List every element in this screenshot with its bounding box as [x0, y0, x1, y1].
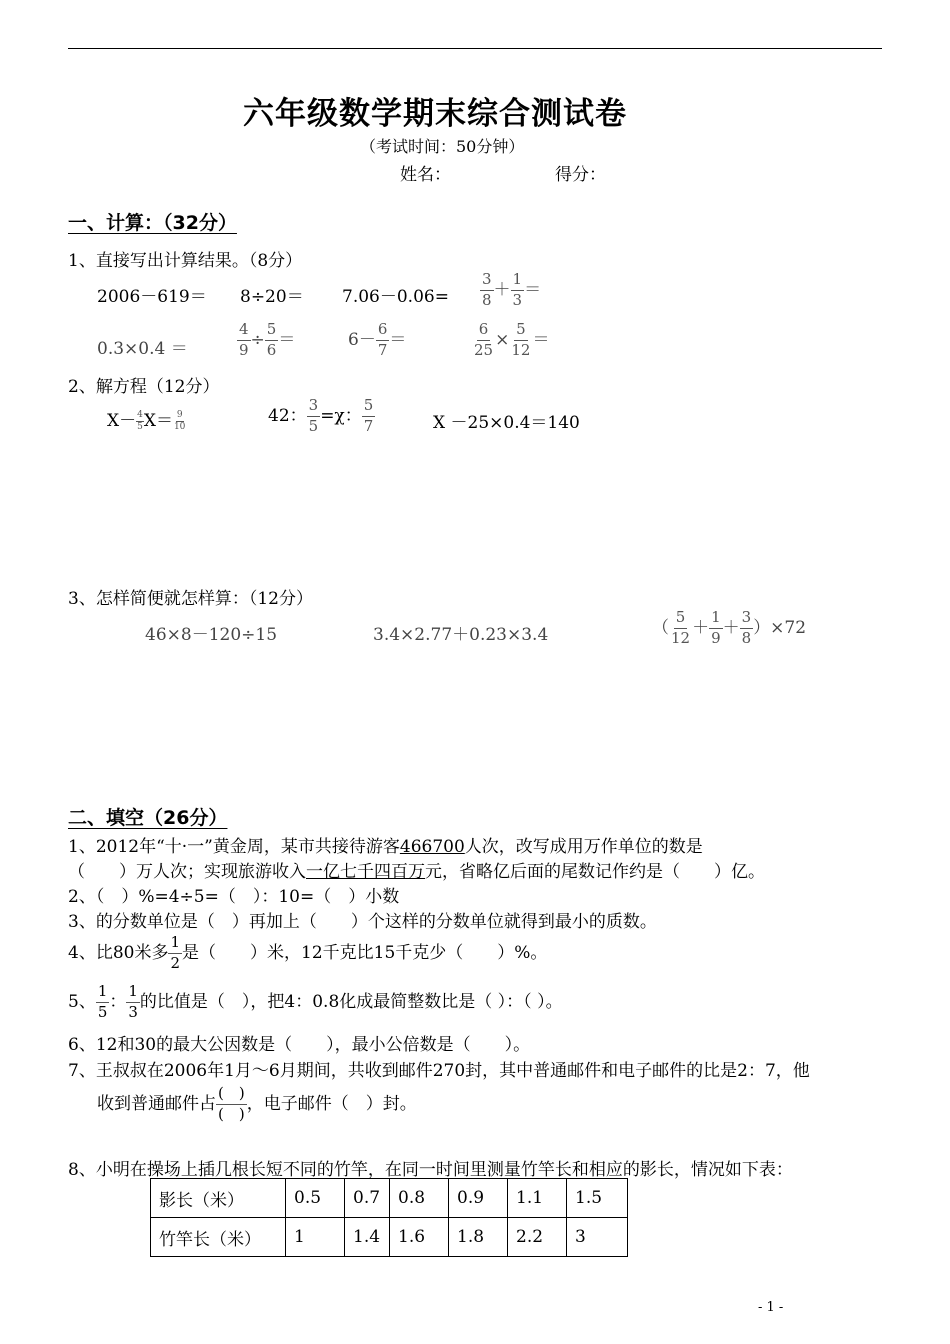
q2-equation-3: X －25×0.4＝140: [433, 413, 580, 433]
name-label: 姓名：: [400, 165, 451, 185]
section1-heading: 一、计算：（32分）: [68, 212, 237, 234]
q3-item-3: （ $\frac{5}{12}$ ＋ $\frac{1}{9}$ ＋ $\frac{3}{8}$ ）×72: [652, 608, 807, 647]
q1-item-8: $\frac{6}{25}$ × $\frac{5}{12}$ ＝: [474, 320, 550, 359]
q1-item-7: 6－ $\frac{6}{7}$ ＝: [348, 320, 407, 359]
table-header-cell: 竹竿长（米）: [151, 1218, 286, 1257]
table-cell: 1: [286, 1218, 345, 1257]
q2-label: 2、解方程（12分）: [68, 377, 220, 397]
fill-q8: 8、小明在操场上插几根长短不同的竹竿，在同一时间里测量竹竿长和相应的影长，情况如下表：: [68, 1160, 793, 1180]
q1-item-4: $\frac{3}{8}$ ＋ $\frac{1}{3}$ ＝: [482, 270, 542, 309]
q1-item-3: 7.06－0.06=: [342, 287, 449, 307]
q1-label: 1、直接写出计算结果。（8分）: [68, 251, 303, 271]
table-cell: 1.8: [449, 1218, 508, 1257]
fill-q4: 4、比80米多 $\frac{1}{2}$ 是（ ）米，12千克比15千克少（ ）%。: [68, 933, 548, 972]
fill-q1-line2: （ ）万人次；实现旅游收入一亿七千四百万元，省略亿后面的尾数记作约是（ ）亿。: [68, 862, 765, 882]
table-cell: 0.7: [345, 1179, 390, 1218]
table-cell: 1.4: [345, 1218, 390, 1257]
table-cell: 2.2: [508, 1218, 567, 1257]
q1-item-6: $\frac{4}{9}$ ÷ $\frac{5}{6}$ ＝: [239, 320, 296, 359]
q1-item-2: 8÷20＝: [240, 287, 304, 307]
table-header-cell: 影长（米）: [151, 1179, 286, 1218]
fill-q1-line1: 1、2012年“十·一”黄金周，某市共接待游客466700人次，改写成用万作单位的数是: [68, 837, 703, 857]
q3-label: 3、怎样简便就怎样算：（12分）: [68, 589, 313, 609]
q3-item-2: 3.4×2.77＋0.23×3.4: [373, 625, 549, 645]
table-cell: 0.5: [286, 1179, 345, 1218]
q1-item-5: 0.3×0.4 ＝: [97, 339, 188, 359]
table-row: [151, 1179, 628, 1218]
fill-q3: 3、的分数单位是（ ）再加上（ ）个这样的分数单位就得到最小的质数。: [68, 912, 657, 932]
table-cell: 1.5: [567, 1179, 628, 1218]
top-rule: [68, 48, 882, 49]
exam-time: （考试时间：50分钟）: [360, 137, 525, 156]
fill-q7-line1: 7、王叔叔在2006年1月～6月期间，共收到邮件270封，其中普通邮件和电子邮件的比是2：7，他: [68, 1061, 810, 1081]
page-title: 六年级数学期末综合测试卷: [243, 96, 627, 132]
table-row: [151, 1218, 628, 1257]
table-cell: 0.9: [449, 1179, 508, 1218]
table-cell: 1.1: [508, 1179, 567, 1218]
section2-heading: 二、填空（26分）: [68, 807, 228, 829]
fill-q6: 6、12和30的最大公因数是（ ），最小公倍数是（ ）。: [68, 1035, 531, 1055]
table-cell: 3: [567, 1218, 628, 1257]
fill-q2: 2、（ ）%=4÷5=（ ）：10=（ ）小数: [68, 887, 400, 907]
page-number: - 1 -: [758, 1300, 784, 1315]
table-cell: 1.6: [390, 1218, 449, 1257]
q3-item-1: 46×8－120÷15: [145, 625, 278, 645]
score-label: 得分：: [555, 165, 606, 185]
fill-q5: 5、 $\frac{1}{5}$ ： $\frac{1}{3}$ 的比值是（ ），把4：0.8化成最简整数比是（ ）：（ ）。: [68, 982, 563, 1021]
fill-q7-line2: 收到普通邮件占 $\frac{( )}{( )}$ ，电子邮件（ ）封。: [97, 1084, 417, 1123]
table-cell: 0.8: [390, 1179, 449, 1218]
q2-equation-1: X－ $\frac{4}{5}$ X＝ $\frac{9}{10}$: [107, 409, 186, 432]
data-table: [150, 1178, 628, 1257]
q2-equation-2: 42： $\frac{3}{5}$ =χ： $\frac{5}{7}$: [268, 396, 374, 435]
q1-item-1: 2006－619＝: [97, 287, 207, 307]
